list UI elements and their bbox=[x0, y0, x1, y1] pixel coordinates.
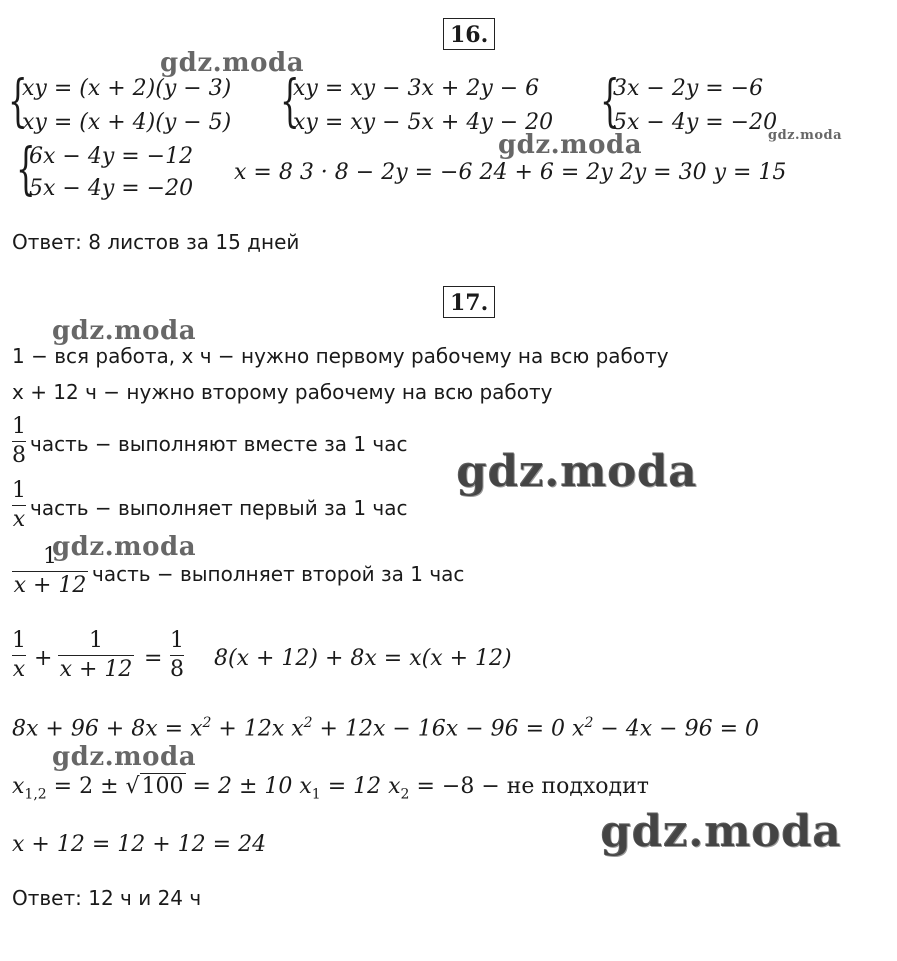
answer-17: Ответ: 12 ч и 24 ч bbox=[12, 886, 202, 910]
system4-row1: 6x − 4y = −12 bbox=[29, 144, 194, 169]
watermark: gdz.moda bbox=[456, 446, 698, 497]
together-rate-line: часть − выполняют вместе за 1 час bbox=[30, 432, 408, 456]
fraction-1-8: 1 8 bbox=[12, 414, 26, 468]
eq-fraction-1-x-plus-12: 1 x + 12 bbox=[59, 628, 133, 682]
eq-equals: = bbox=[144, 646, 163, 671]
first-rate-line: часть − выполняет первый за 1 час bbox=[30, 496, 408, 520]
eq-cleared: 8(x + 12) + 8x = x(x + 12) bbox=[214, 646, 512, 671]
watermark: gdz.moda bbox=[52, 316, 197, 346]
watermark: gdz.moda bbox=[52, 742, 197, 772]
solution-line: x = 8 3 · 8 − 2y = −6 24 + 6 = 2y 2y = 30 y = 15 bbox=[234, 160, 787, 185]
system-brace: { bbox=[280, 69, 300, 134]
system3-row2: 5x − 4y = −20 bbox=[613, 110, 778, 135]
eq-fraction-1-x: 1 x bbox=[12, 628, 26, 682]
problem-16-number: 16. bbox=[443, 18, 495, 50]
system1-row2: xy = (x + 4)(y − 5) bbox=[22, 110, 232, 135]
system4-row2: 5x − 4y = −20 bbox=[29, 176, 194, 201]
eq-plus: + bbox=[34, 646, 53, 671]
work-definition-line: 1 − вся работа, x ч − нужно первому рабочему на всю работу bbox=[12, 344, 669, 368]
eq-fraction-1-8: 1 8 bbox=[170, 628, 184, 682]
system-brace: { bbox=[8, 69, 28, 134]
second-rate-line: часть − выполняет второй за 1 час bbox=[92, 562, 465, 586]
system2-row2: xy = xy − 5x + 4y − 20 bbox=[293, 110, 554, 135]
system2-row1: xy = xy − 3x + 2y − 6 bbox=[293, 76, 540, 101]
watermark: gdz.moda bbox=[498, 130, 643, 160]
system-brace: { bbox=[600, 69, 620, 134]
system3-row1: 3x − 2y = −6 bbox=[613, 76, 764, 101]
fraction-1-x: 1 x bbox=[12, 478, 26, 532]
second-worker-line: x + 12 ч − нужно второму рабочему на всю работу bbox=[12, 380, 553, 404]
final-calc-line: x + 12 = 12 + 12 = 24 bbox=[12, 832, 267, 857]
watermark: gdz.moda bbox=[52, 532, 197, 562]
system1-row1: xy = (x + 2)(y − 3) bbox=[22, 76, 232, 101]
watermark: gdz.moda bbox=[768, 128, 843, 143]
answer-16: Ответ: 8 листов за 15 дней bbox=[12, 230, 300, 254]
fraction-1-x-plus-12: 1 x + 12 bbox=[13, 544, 87, 598]
expansion-line: $8x + 96 + 8x = x^2 + 12x$ $x^2 + 12x - 16x - 96 = 0$ $x^2 - 4x - 96 = 0$ bbox=[12, 715, 760, 742]
watermark: gdz.moda bbox=[600, 806, 842, 857]
roots-line: $x_{1,2} = 2 \pm √100 = 2 \pm 10$ $x_1 = 12$ $x_2 = -8$ − не подходит bbox=[12, 774, 649, 803]
problem-17-number: 17. bbox=[443, 286, 495, 318]
watermark: gdz.moda bbox=[160, 48, 305, 78]
system-brace: { bbox=[16, 137, 36, 202]
